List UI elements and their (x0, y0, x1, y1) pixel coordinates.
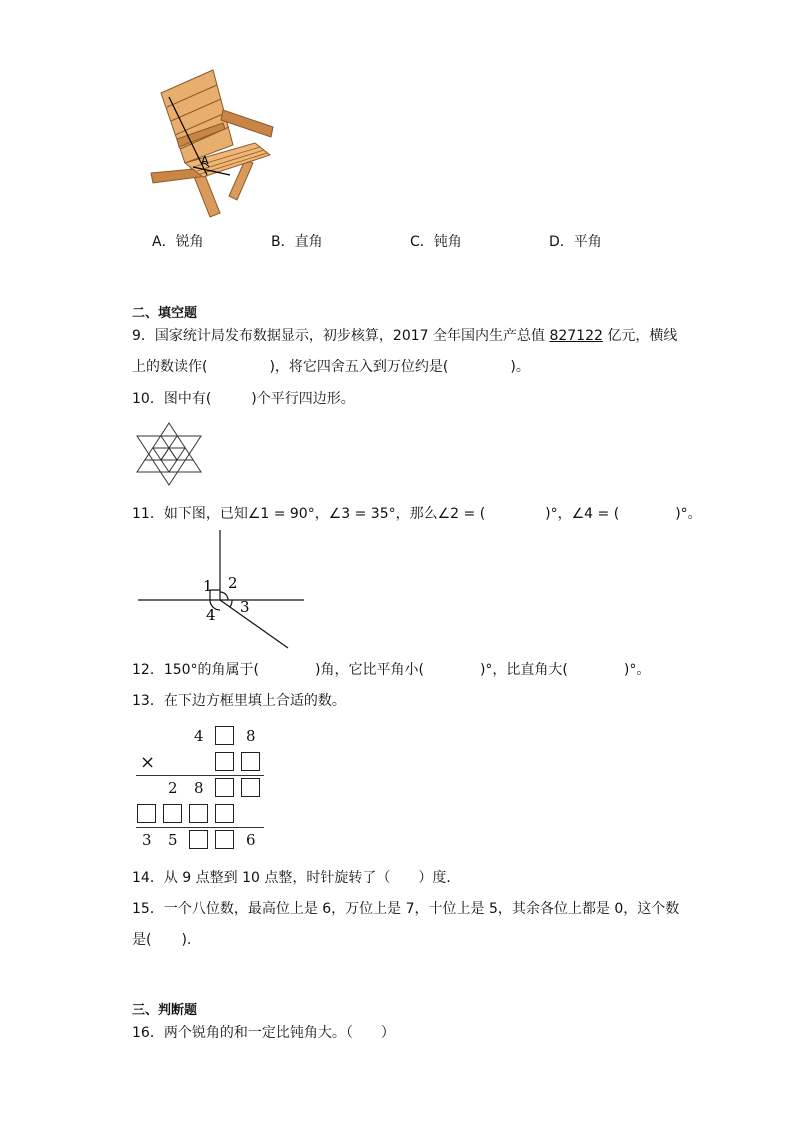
option-b: B．直角 (271, 234, 323, 250)
question-10: 10．图中有( )个平行四边形。 (132, 391, 355, 407)
question-12: 12．150°的角属于( )角，它比平角小( )°，比直角大( )°。 (132, 662, 651, 678)
digit: 8 (246, 727, 256, 745)
question-15-line-2: 是( ). (132, 932, 192, 948)
digit-box[interactable] (215, 752, 234, 771)
question-15-line-1: 15．一个八位数，最高位上是 6，万位上是 7，十位上是 5，其余各位上都是 0，这个数 (132, 901, 680, 917)
option-d: D．平角 (549, 234, 602, 250)
digit-box[interactable] (189, 804, 208, 823)
angle-label-2: 2 (228, 574, 238, 592)
digit-box[interactable] (189, 830, 208, 849)
chair-figure (145, 65, 280, 225)
angle-label-3: 3 (240, 598, 250, 616)
line (136, 775, 264, 776)
digit-box[interactable] (241, 778, 260, 797)
section-fill-in-title: 二、填空题 (132, 306, 198, 321)
digit-box[interactable] (215, 830, 234, 849)
digit-box[interactable] (215, 726, 234, 745)
option-a: A．锐角 (152, 234, 204, 250)
section-true-false-title: 三、判断题 (132, 1003, 198, 1018)
digit: 8 (194, 779, 204, 797)
option-c: C．钝角 (410, 234, 462, 250)
digit-box[interactable] (137, 804, 156, 823)
angle-a-label: A (201, 154, 209, 167)
angle-label-4: 4 (206, 606, 216, 624)
digit: 3 (142, 831, 152, 849)
times-sign: × (140, 752, 156, 773)
digit-box[interactable] (215, 804, 234, 823)
question-9-line-2: 上的数读作( )，将它四舍五入到万位约是( )。 (132, 359, 530, 375)
question-11: 11．如下图，已知∠1 = 90°，∠3 = 35°，那么∠2 = ( )°，∠4 = ( )°。 (132, 506, 702, 522)
question-14: 14．从 9 点整到 10 点整，时针旋转了（ ）度． (132, 870, 461, 886)
star-figure (134, 420, 204, 488)
digit: 6 (246, 831, 256, 849)
angle-label-1: 1 (203, 577, 213, 595)
question-13: 13．在下边方框里填上合适的数。 (132, 693, 346, 709)
digit-box[interactable] (163, 804, 182, 823)
digit: 2 (168, 779, 178, 797)
digit-box[interactable] (241, 752, 260, 771)
digit-box[interactable] (215, 778, 234, 797)
angles-figure (136, 530, 306, 652)
digit: 5 (168, 831, 178, 849)
digit: 4 (194, 727, 204, 745)
question-9-line-1: 9．国家统计局发布数据显示，初步核算，2017 全年国内生产总值 827122 亿元，横线 (132, 328, 678, 344)
line (136, 827, 264, 828)
question-16: 16．两个锐角的和一定比钝角大。（ ） (132, 1025, 395, 1041)
underlined-number: 827122 (549, 328, 603, 344)
